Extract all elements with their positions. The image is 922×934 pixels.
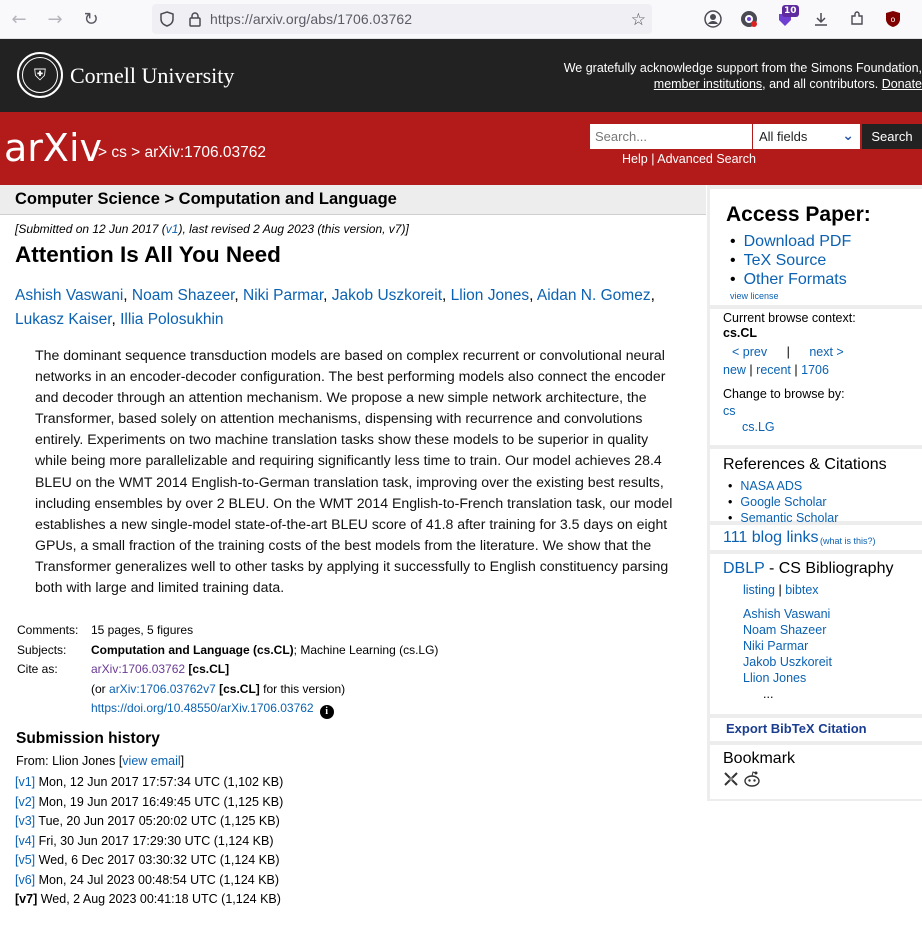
dblp-listing-link[interactable]: listing <box>743 583 775 597</box>
version-link[interactable]: [v4] <box>15 833 36 848</box>
author-link[interactable]: Ashish Vaswani <box>15 287 124 304</box>
extension-badge-icon[interactable] <box>774 8 796 30</box>
paper-title: Attention Is All You Need <box>15 242 281 267</box>
semantic-scholar-link[interactable]: Semantic Scholar <box>740 511 839 526</box>
references-heading: References & Citations <box>723 456 887 473</box>
ublock-shield-icon[interactable] <box>882 8 904 30</box>
back-arrow-icon[interactable]: ← <box>11 8 27 30</box>
cornell-seal-icon[interactable]: ⛨ <box>17 52 63 98</box>
member-institutions-link[interactable]: member institutions <box>653 77 763 91</box>
cornell-header <box>0 39 922 112</box>
arxiv-logo[interactable]: arXiv <box>4 126 103 170</box>
dblp-heading: DBLP - CS Bibliography <box>723 560 894 577</box>
export-bibtex-link[interactable]: Export BibTeX Citation <box>726 721 867 736</box>
version-link[interactable]: [v5] <box>15 853 36 867</box>
search-button[interactable]: Search <box>862 124 922 149</box>
browse-cslg-link[interactable]: cs.LG <box>742 420 775 434</box>
recent-link[interactable]: recent <box>756 363 791 377</box>
search-input[interactable]: Search... <box>590 124 752 149</box>
cite-value: arXiv:1706.03762 [cs.CL] <box>91 662 230 677</box>
advanced-search-link[interactable]: Advanced Search <box>657 152 756 166</box>
view-license-link[interactable]: view license <box>730 291 779 301</box>
extension-eye-icon[interactable] <box>738 8 760 30</box>
other-formats-link[interactable]: Other Formats <box>743 271 847 288</box>
prev-link[interactable]: < prev <box>732 345 768 359</box>
dblp-box: DBLP - CS Bibliography listing | bibtex Ashish Vaswani Noam Shazeer Niki Parmar Jakob Uszkoreit Llion Jones ... <box>710 554 922 714</box>
author-link[interactable]: Aidan N. Gomez <box>536 287 651 304</box>
what-is-this-link[interactable]: (what is this?) <box>820 536 876 546</box>
info-icon[interactable]: i <box>320 705 334 719</box>
cite-id-link[interactable]: arXiv:1706.03762 <box>91 662 186 677</box>
version-row: [v1] Mon, 12 Jun 2017 17:57:34 UTC (1,102 KB) <box>15 775 284 789</box>
author-link[interactable]: Niki Parmar <box>243 287 324 304</box>
support-message: We gratefully acknowledge support from the Simons Foundation, member institutions, and all contributors. Donate <box>563 61 922 91</box>
lock-icon[interactable] <box>186 10 204 28</box>
bibsonomy-icon[interactable] <box>723 771 741 789</box>
export-bibtex-box <box>710 718 922 741</box>
version-row: [v4] Fri, 30 Jun 2017 17:29:30 UTC (1,124 KB) <box>15 833 274 848</box>
nasa-ads-link[interactable]: NASA ADS <box>740 479 803 493</box>
comments-label: Comments: <box>17 623 79 637</box>
version-link[interactable]: [v3] <box>15 814 36 828</box>
submission-history-heading: Submission history <box>16 730 160 747</box>
dblp-author-link[interactable]: Jakob Uszkoreit <box>743 655 832 669</box>
version-link[interactable]: [v6] <box>15 872 36 887</box>
subjects-value: Computation and Language (cs.CL); Machine Learning (cs.LG) <box>91 642 439 657</box>
downloads-icon[interactable] <box>810 8 832 30</box>
access-paper-heading: Access Paper: <box>726 203 871 226</box>
view-email-link[interactable]: view email <box>122 754 181 768</box>
cite-label: Cite as: <box>17 662 58 677</box>
dblp-author-link[interactable]: Noam Shazeer <box>743 623 827 637</box>
author-list: Ashish Vaswani, Noam Shazeer, Niki Parmar, Jakob Uszkoreit, Llion Jones, Aidan N. Gomez, Lukasz Kaiser, Illia Polosukhin <box>15 287 655 328</box>
version-row-current: [v7] Wed, 2 Aug 2023 00:41:18 UTC (1,124 KB) <box>15 892 281 906</box>
next-link[interactable]: next > <box>809 345 844 359</box>
dblp-ellipsis: ... <box>763 687 774 701</box>
version-link[interactable]: [v2] <box>15 794 36 809</box>
version-row: [v5] Wed, 6 Dec 2017 03:30:32 UTC (1,124 KB) <box>15 853 280 867</box>
v1-link[interactable]: v1 <box>165 222 179 236</box>
month-link[interactable]: 1706 <box>801 363 829 377</box>
arxiv-header <box>0 112 922 185</box>
browse-context-box: Current browse context: cs.CL < prev | next > new | recent | 1706 Change to browse by: cs cs.LG <box>710 309 922 445</box>
references-box <box>710 449 922 526</box>
version-row: [v3] Tue, 20 Jun 2017 05:20:02 UTC (1,125 KB) <box>15 814 280 828</box>
browser-toolbar <box>0 0 922 39</box>
author-link[interactable]: Illia Polosukhin <box>120 311 224 328</box>
bookmark-heading: Bookmark <box>723 750 796 767</box>
dblp-bibtex-link[interactable]: bibtex <box>785 583 819 597</box>
tex-source-link[interactable]: TeX Source <box>743 252 827 269</box>
dblp-link[interactable]: DBLP <box>723 560 765 577</box>
extension-badge-count: 10 <box>784 6 797 16</box>
blog-links-link[interactable]: 111 blog links <box>723 529 819 546</box>
access-links <box>730 232 851 289</box>
forward-arrow-icon[interactable]: → <box>47 8 63 30</box>
browse-cs-link[interactable]: cs <box>723 404 736 418</box>
help-link[interactable]: Help <box>622 152 648 166</box>
dblp-author-link[interactable]: Ashish Vaswani <box>743 607 831 621</box>
version-list <box>15 773 283 910</box>
dblp-author-link[interactable]: Niki Parmar <box>743 639 809 653</box>
url-text[interactable]: https://arxiv.org/abs/1706.03762 <box>210 11 413 27</box>
subject-heading: Computer Science > Computation and Language <box>15 190 397 208</box>
download-pdf-link[interactable]: Download PDF <box>743 233 852 250</box>
right-sidebar <box>707 185 922 801</box>
blog-links-box <box>710 525 922 550</box>
browse-context-label: Current browse context: <box>723 311 856 325</box>
version-row: [v6] Mon, 24 Jul 2023 00:48:54 UTC (1,124 KB) <box>15 872 280 887</box>
cite-version-value: (or arXiv:1706.03762v7 [cs.CL] for this version) <box>91 681 346 696</box>
svg-text:o: o <box>890 15 896 24</box>
help-links: Help | Advanced Search <box>622 152 756 166</box>
chevron-down-icon: ⌄ <box>842 127 854 143</box>
author-link[interactable]: Lukasz Kaiser <box>15 311 112 328</box>
shield-icon[interactable] <box>158 10 176 28</box>
cornell-name[interactable]: Cornell University <box>70 63 235 88</box>
url-bar[interactable] <box>152 4 652 34</box>
dblp-author-list <box>743 606 832 702</box>
reload-icon[interactable]: ↻ <box>83 8 99 30</box>
subject-bar <box>0 185 706 215</box>
subjects-label: Subjects: <box>17 642 67 657</box>
version-link[interactable]: [v1] <box>15 775 36 789</box>
bookmark-star-icon[interactable]: ☆ <box>630 10 646 30</box>
bookmark-box <box>710 745 922 799</box>
author-link[interactable]: Llion Jones <box>450 287 530 304</box>
doi-link[interactable]: https://doi.org/10.48550/arXiv.1706.03762 <box>91 701 314 716</box>
author-link[interactable]: Noam Shazeer <box>131 287 235 304</box>
extensions-puzzle-icon[interactable] <box>846 8 868 30</box>
comments-value: 15 pages, 5 figures <box>91 623 194 637</box>
change-browse-label: Change to browse by: <box>723 387 845 401</box>
browse-context-value: cs.CL <box>723 326 758 340</box>
cite-version-link[interactable]: arXiv:1706.03762v7 <box>109 681 216 696</box>
author-link[interactable]: Jakob Uszkoreit <box>331 287 443 304</box>
breadcrumb: > cs > arXiv:1706.03762 <box>98 144 267 161</box>
google-scholar-link[interactable]: Google Scholar <box>740 495 827 510</box>
version-row: [v2] Mon, 19 Jun 2017 16:49:45 UTC (1,125 KB) <box>15 794 284 809</box>
new-link[interactable]: new <box>723 363 746 377</box>
submission-dateline: [Submitted on 12 Jun 2017 (v1), last revised 2 Aug 2023 (this version, v7)] <box>15 222 409 236</box>
submitter-line: From: Llion Jones [view email] <box>16 754 185 768</box>
account-icon[interactable] <box>702 8 724 30</box>
dblp-author-link[interactable]: Llion Jones <box>743 671 807 685</box>
abstract: The dominant sequence transduction models are based on complex recurrent or convolutional neural networks in an encoder-decoder configuration. The best performing models also connect the encoder and decoder through an attention mechanism. We propose a new simple network architecture, the Transformer, based solely on attention mechanisms, dispensing with recurrence and convolutions entirely. Experiments on two machine translation tasks show these models to be superior in quality while being more parallelizable and requiring significantly less time to train. Our model achieves 28.4 BLEU on the WMT 2014 English-to-German translation task, improving over the existing best results, including ensembles by over 2 BLEU. On the WMT 2014 English-to-French translation task, our model establishes a new single-model state-of-the-art BLEU score of 41.8 after training for 3.5 days on eight GPUs, a small fraction of the training costs of the best models from the literature. We show that the Transformer generalizes well to other tasks by applying it successfully to English constituency parsing both with large and limited training data. <box>35 347 673 596</box>
current-version-label: [v7] <box>15 892 38 906</box>
donate-link[interactable]: Donate <box>881 77 922 91</box>
search-field-select[interactable]: All fields ⌄ <box>753 124 860 149</box>
reddit-icon[interactable] <box>743 770 761 788</box>
access-paper-box <box>710 189 922 305</box>
